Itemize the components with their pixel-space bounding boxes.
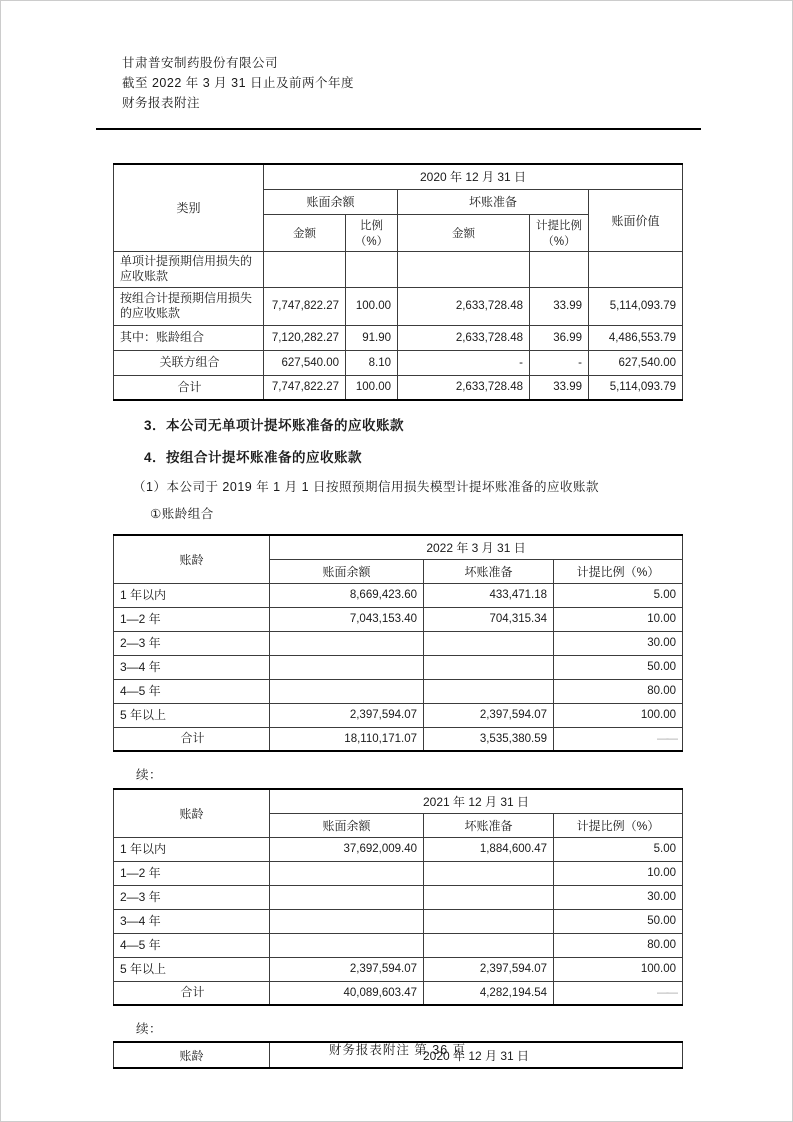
ratio-cell: 50.00 [554,909,683,933]
col-header-provision-ratio: 计提比例（%） [554,559,683,583]
aging-label: 3—4 年 [114,909,270,933]
amount-cell: 7,747,822.27 [264,287,346,325]
table-row [114,583,683,607]
table-row [114,325,683,350]
table-header-row [114,789,683,813]
provision-ratio-cell: 33.99 [530,287,589,325]
company-name: 甘肃普安制药股份有限公司 [122,56,279,70]
bad-debt-cell: 2,397,594.07 [424,703,554,727]
ratio-cell: —— [554,981,683,1005]
table-row [114,703,683,727]
bad-debt-cell: 4,282,194.54 [424,981,554,1005]
aging-label: 2—3 年 [114,631,270,655]
aging-label: 4—5 年 [114,933,270,957]
bad-debt-cell: 1,884,600.47 [424,837,554,861]
total-label: 合计 [114,727,270,751]
aging-label: 1 年以内 [114,583,270,607]
continued-label-2: 续： [136,1022,163,1036]
table-date-header: 2022 年 3 月 31 日 [270,535,683,559]
aging-label: 5 年以上 [114,703,270,727]
ratio-cell: 5.00 [554,583,683,607]
balance-cell: 8,669,423.60 [270,583,424,607]
col-header-book-value: 账面价值 [589,189,683,251]
ratio-cell: 100.00 [554,703,683,727]
col-header-category: 类别 [114,164,264,251]
table-row [114,909,683,933]
table-date-header: 2020 年 12 月 31 日 [270,1042,683,1068]
col-header-bad-debt: 坏账准备 [424,559,554,583]
col-header-aging: 账龄 [114,789,270,837]
ratio-cell: —— [554,727,683,751]
balance-cell: 2,397,594.07 [270,957,424,981]
ratio-cell: 30.00 [554,885,683,909]
table-date-header: 2021 年 12 月 31 日 [270,789,683,813]
table-header-row [114,535,683,559]
section-heading-3: 3．本公司无单项计提坏账准备的应收账款 [144,418,405,433]
balance-cell: 37,692,009.40 [270,837,424,861]
provision-ratio-cell: 33.99 [530,375,589,400]
aging-label: 1 年以内 [114,837,270,861]
col-header-book-balance: 账面余额 [264,189,398,214]
book-value-cell: 4,486,553.79 [589,325,683,350]
bad-debt-cell [424,909,554,933]
bad-debt-cell: 433,471.18 [424,583,554,607]
row-label: 关联方组合 [114,350,264,375]
balance-cell [270,885,424,909]
bad-debt-cell: 2,633,728.48 [398,325,530,350]
balance-cell: 18,110,171.07 [270,727,424,751]
table-row [114,885,683,909]
section-heading-4: 4．按组合计提坏账准备的应收账款 [144,450,363,465]
bad-debt-cell [424,885,554,909]
bad-debt-cell: 2,633,728.48 [398,287,530,325]
balance-cell [270,933,424,957]
header-rule [96,128,701,130]
bad-debt-cell: - [398,350,530,375]
provision-ratio-cell [530,251,589,287]
table-row [114,350,683,375]
report-period: 截至 2022 年 3 月 31 日止及前两个年度 [122,76,355,90]
provision-ratio-cell: - [530,350,589,375]
document-header [122,53,689,113]
ratio-cell: 30.00 [554,631,683,655]
aging-label: 2—3 年 [114,885,270,909]
aging-label: 5 年以上 [114,957,270,981]
col-header-amount: 金额 [264,214,346,251]
amount-cell: 7,747,822.27 [264,375,346,400]
ratio-cell [346,251,398,287]
ratio-cell: 10.00 [554,607,683,631]
page-content [113,53,689,1069]
col-header-book-balance: 账面余额 [270,559,424,583]
ratio-cell: 10.00 [554,861,683,885]
bad-debt-cell: 704,315.34 [424,607,554,631]
balance-cell [270,655,424,679]
col-header-amount: 金额 [398,214,530,251]
col-header-book-balance: 账面余额 [270,813,424,837]
ratio-cell: 8.10 [346,350,398,375]
col-header-provision-ratio: 计提比例（%） [530,214,589,251]
ratio-cell: 100.00 [554,957,683,981]
aging-label: 4—5 年 [114,679,270,703]
table-total-row [114,727,683,751]
table-row [114,933,683,957]
continued-label-1: 续： [136,768,163,782]
bad-debt-cell [424,861,554,885]
aging-label: 1—2 年 [114,861,270,885]
row-label: 其中：账龄组合 [114,325,264,350]
aging-table-2022 [113,534,683,752]
table-row [114,287,683,325]
amount-cell: 627,540.00 [264,350,346,375]
balance-cell [270,861,424,885]
subsection-label: ①账龄组合 [150,507,214,521]
bad-debt-cell: 2,397,594.07 [424,957,554,981]
ratio-cell: 91.90 [346,325,398,350]
col-header-ratio: 比例（%） [346,214,398,251]
ratio-cell: 100.00 [346,287,398,325]
table-row [114,655,683,679]
book-value-cell: 5,114,093.79 [589,375,683,400]
balance-cell [270,631,424,655]
col-header-aging: 账龄 [114,535,270,583]
aging-label: 3—4 年 [114,655,270,679]
row-label: 单项计提预期信用损失的应收账款 [114,251,264,287]
table-row [114,607,683,631]
balance-cell: 2,397,594.07 [270,703,424,727]
bad-debt-cell: 3,535,380.59 [424,727,554,751]
amount-cell [264,251,346,287]
total-label: 合计 [114,981,270,1005]
bad-debt-cell: 2,633,728.48 [398,375,530,400]
table-row [114,679,683,703]
paragraph-1: （1）本公司于 2019 年 1 月 1 日按照预期信用损失模型计提坏账准备的应收账款 [133,480,600,494]
page-footer: 财务报表附注 第 36 页 [328,1043,467,1057]
ratio-cell: 80.00 [554,933,683,957]
table-row [114,251,683,287]
ratio-cell: 100.00 [346,375,398,400]
category-table [113,163,683,401]
book-value-cell: 5,114,093.79 [589,287,683,325]
col-header-provision-ratio: 计提比例（%） [554,813,683,837]
table-row [114,957,683,981]
aging-table-2021 [113,788,683,1006]
col-header-aging: 账龄 [114,1042,270,1068]
aging-label: 1—2 年 [114,607,270,631]
table-total-row [114,981,683,1005]
table-total-row [114,375,683,400]
table-header-row [114,164,683,189]
col-header-bad-debt: 坏账准备 [424,813,554,837]
provision-ratio-cell: 36.99 [530,325,589,350]
total-label: 合计 [114,375,264,400]
bad-debt-cell [424,679,554,703]
balance-cell [270,679,424,703]
balance-cell: 7,043,153.40 [270,607,424,631]
bad-debt-cell [424,655,554,679]
book-value-cell [589,251,683,287]
amount-cell: 7,120,282.27 [264,325,346,350]
ratio-cell: 80.00 [554,679,683,703]
bad-debt-cell [398,251,530,287]
table-row [114,861,683,885]
balance-cell [270,909,424,933]
ratio-cell: 5.00 [554,837,683,861]
bad-debt-cell [424,631,554,655]
ratio-cell: 50.00 [554,655,683,679]
balance-cell: 40,089,603.47 [270,981,424,1005]
book-value-cell: 627,540.00 [589,350,683,375]
table-date-header: 2020 年 12 月 31 日 [264,164,683,189]
row-label: 按组合计提预期信用损失的应收账款 [114,287,264,325]
col-header-bad-debt: 坏账准备 [398,189,589,214]
table-row [114,837,683,861]
bad-debt-cell [424,933,554,957]
doc-title: 财务报表附注 [122,96,201,110]
table-row [114,631,683,655]
